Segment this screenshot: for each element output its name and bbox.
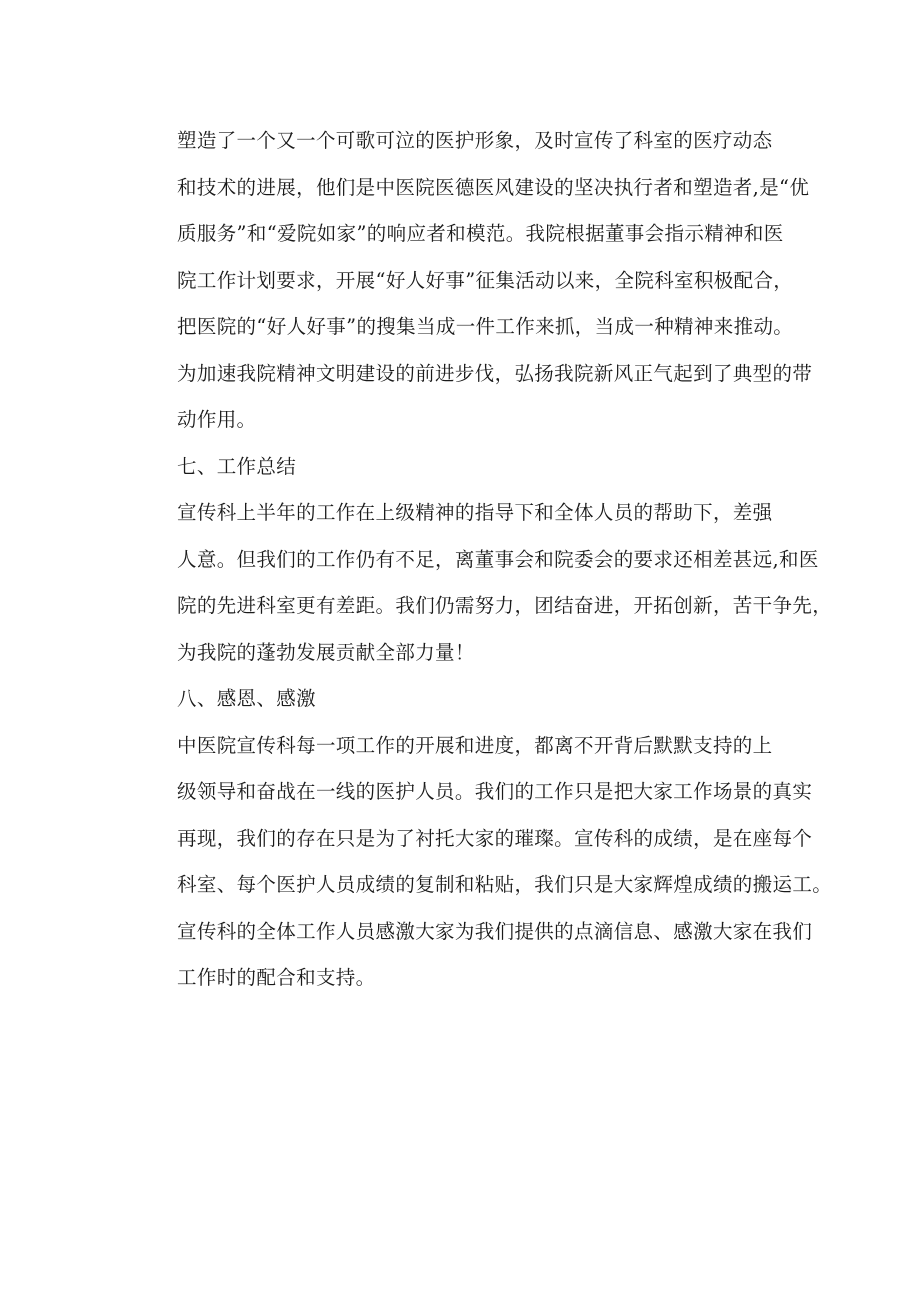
text-line: 动作用。 bbox=[177, 408, 257, 431]
heading-text: 七、工作总结 bbox=[177, 454, 297, 478]
paragraph-gratitude bbox=[138, 723, 833, 1002]
paragraph-work-summary bbox=[138, 490, 833, 676]
text-line: 工作时的配合和支持。 bbox=[177, 966, 376, 989]
text-line: 再现，我们的存在只是为了衬托大家的璀璨。宣传科的成绩，是在座每个 bbox=[177, 826, 813, 850]
text-line: 院的先进科室更有差距。我们仍需努力，团结奋进，开拓创新，苦干争先， bbox=[177, 594, 833, 617]
text-line: 把医院的“好人好事”的搜集当成一件工作来抓，当成一种精神来推动。 bbox=[177, 315, 794, 338]
text-line: 宣传科的全体工作人员感激大家为我们提供的点滴信息、感激大家在我们 bbox=[177, 919, 813, 943]
section-heading-gratitude bbox=[138, 676, 793, 723]
text-line: 中医院宣传科每一项工作的开展和进度，都离不开背后默默支持的上 bbox=[177, 733, 773, 757]
text-line: 和技术的进展，他们是中医院医德医风建设的坚决执行者和塑造者,是“优 bbox=[177, 175, 810, 199]
text-line: 级领导和奋战在一线的医护人员。我们的工作只是把大家工作场景的真实 bbox=[177, 780, 813, 803]
text-line: 人意。但我们的工作仍有不足，离董事会和院委会的要求还相差甚远,和医 bbox=[177, 547, 819, 571]
text-line: 宣传科上半年的工作在上级精神的指导下和全体人员的帮助下，差强 bbox=[177, 501, 773, 524]
text-line: 为加速我院精神文明建设的前进步伐，弘扬我院新风正气起到了典型的带 bbox=[177, 361, 813, 385]
text-line: 科室、每个医护人员成绩的复制和粘贴，我们只是大家辉煌成绩的搬运工。 bbox=[177, 873, 833, 896]
text-line: 质服务”和“爱院如家”的响应者和模范。我院根据董事会指示精神和医 bbox=[177, 222, 784, 245]
paragraph-promotion-impact bbox=[138, 118, 813, 444]
document-page bbox=[138, 118, 833, 1002]
heading-text: 八、感恩、感激 bbox=[177, 687, 316, 710]
text-line: 塑造了一个又一个可歌可泣的医护形象，及时宣传了科室的医疗动态 bbox=[177, 129, 773, 152]
text-line: 院工作计划要求，开展“好人好事”征集活动以来，全院科室积极配合， bbox=[177, 268, 794, 292]
text-line: 为我院的蓬勃发展贡献全部力量！ bbox=[177, 640, 475, 664]
section-heading-work-summary bbox=[138, 444, 793, 491]
